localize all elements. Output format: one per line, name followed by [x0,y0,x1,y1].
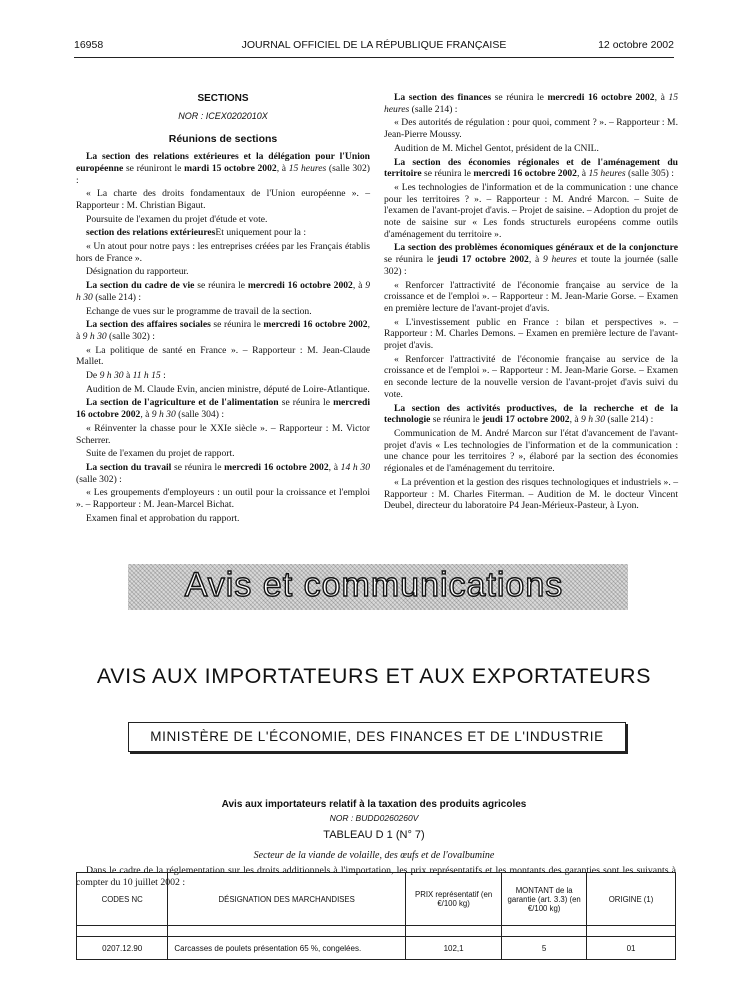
right-paragraph: Audition de M. Michel Gentot, président de la CNIL. [394,142,599,154]
table-row [77,937,676,960]
header-rule [74,57,674,58]
table-header-row [77,873,676,926]
left-paragraph: Audition de M. Claude Evin, ancien ministre, député de Loire-Atlantique. [86,383,370,395]
left-paragraph: Examen final et approbation du rapport. [86,512,240,524]
sections-right-column [384,92,678,514]
cell-montant: 5 [502,937,587,960]
secteur-line: Secteur de la viande de volaille, des œufs et de l'ovalbumine [253,850,495,861]
header-origine: ORIGINE (1) [587,873,676,926]
journal-title: JOURNAL OFFICIEL DE LA RÉPUBLIQUE FRANÇAISE [241,39,507,51]
right-paragraph: « Renforcer l'attractivité de l'économie française au service de la croissance et de l'emploi ». – Rapporteur : M. Jean-Marie Gorse. – Examen en première lecture de l'avant-projet d'avis. [384,279,678,314]
left-paragraph: « Les groupements d'employeurs : un outil pour la croissance et l'emploi ». – Rapporteur : M. Jean-Marcel Bichat. [76,487,370,511]
header-montant: MONTANT de la garantie (art. 3.3) (en €/100 kg) [502,873,587,926]
sections-subtitle: Réunions de sections [168,133,278,146]
right-paragraph: « L'investissement public en France : bilan et perspectives ». – Rapporteur : M. Charles Demons. – Examen en première lecture de l'avant-projet d'avis. [384,316,678,352]
header-prix: PRIX représentatif (en €/100 kg) [405,873,501,926]
issue-date: 12 octobre 2002 [598,39,674,51]
avis-communications-banner: Avis et communications [184,566,564,604]
right-paragraph: « Des autorités de régulation : pour quoi, comment ? ». – Rapporteur : M. Jean-Pierre Moussy. [384,117,678,141]
running-header [74,39,674,53]
ministry-box: MINISTÈRE DE L'ÉCONOMIE, DES FINANCES ET DE L'INDUSTRIE [128,722,626,752]
right-paragraph: « La prévention et la gestion des risques technologiques et industriels ». – Rapporteur : M. Charles Fiterman. – Audition de M. le docteur Vincent Deubel, directeur du laboratoire P4 Jean-Mérieux-Pasteur, à Lyon. [384,476,678,512]
cell-prix: 102,1 [405,937,501,960]
page-number: 16958 [74,39,104,51]
main-heading: AVIS AUX IMPORTATEURS ET AUX EXPORTATEURS [96,664,652,688]
left-paragraph: La section du cadre de vie se réunira le mercredi 16 octobre 2002, à 9 h 30 (salle 214) : [76,280,370,303]
left-paragraph: « La charte des droits fondamentaux de l'Union européenne ». – Rapporteur : M. Christian Bigaut. [76,188,370,211]
right-paragraph: La section des économies régionales et de l'aménagement du territoire se réunira le mercredi 16 octobre 2002, à 15 heures (salle 305) : [384,156,678,180]
left-paragraph: Echange de vues sur le programme de travail de la section. [86,305,312,317]
right-paragraph: Communication de M. André Marcon sur l'état d'avancement de l'avant-projet d'avis « Les technologies de l'information et de la communication : une chance pour les territoires ? », élaboré par la section des économies régionales et de l'aménagement du territoire. [384,427,678,475]
left-paragraph: La section de l'agriculture et de l'alimentation se réunira le mercredi 16 octobre 2002, à 9 h 30 (salle 304) : [76,397,370,421]
right-paragraphs [384,92,678,512]
header-codes-nc: CODES NC [77,873,168,926]
left-paragraph: « Un atout pour notre pays : les entreprises créées par les Français établis hors de France ». [76,241,370,264]
right-paragraph: « Les technologies de l'information et de la communication : une chance pour les territoires ? ». – Rapporteur : M. André Marcon. – Suite de l'examen de l'avant-projet d'avis. – Projet de saisine. – Adoption du projet de note de saisine sur « Les fonds structurels européens comme outils d'aménagement du territoire ». [384,181,678,240]
left-paragraph: La section du travail se réunira le mercredi 16 octobre 2002, à 14 h 30 (salle 302) : [76,461,370,485]
table-spacer-row [77,926,676,937]
left-paragraph: De 9 h 30 à 11 h 15 : [86,370,166,382]
cell-designation: Carcasses de poulets présentation 65 %, congelées. [168,937,406,960]
sections-left-column [76,93,370,527]
tableau-title: TABLEAU D 1 (N° 7) [323,829,425,841]
header-designation: DÉSIGNATION DES MARCHANDISES [168,873,406,926]
avis-nor: NOR : BUDD0260260V [329,813,419,823]
left-paragraph: « Réinventer la chasse pour le XXIe siècle ». – Rapporteur : M. Victor Scherrer. [76,422,370,446]
left-paragraphs [76,151,370,524]
left-paragraph: Désignation du rapporteur. [86,266,189,278]
left-paragraph: La section des affaires sociales se réunira le mercredi 16 octobre 2002, à 9 h 30 (salle 302) : [76,319,370,342]
sections-title: SECTIONS [197,93,249,104]
cell-code: 0207.12.90 [77,937,168,960]
intro-paragraph: Dans le cadre de la réglementation sur les droits additionnels à l'importation, les prix représentatifs et les montants des garanties sont les suivants à compter du 10 juillet 2002 : [76,865,676,888]
left-paragraph: section des relations extérieuresEt uniquement pour la : [86,227,307,239]
cell-origine: 01 [587,937,676,960]
right-paragraph: La section des activités productives, de la recherche et de la technologie se réunira le jeudi 17 octobre 2002, à 9 h 30 (salle 214) : [384,402,678,426]
right-paragraph: La section des finances se réunira le mercredi 16 octobre 2002, à 15 heures (salle 214) : [384,92,678,115]
right-paragraph: La section des problèmes économiques généraux et de la conjoncture se réunira le jeudi 17 octobre 2002, à 9 heures et toute la journée (salle 302) : [384,242,678,277]
right-paragraph: « Renforcer l'attractivité de l'économie française au service de la croissance et de l'emploi ». – Rapporteur : M. Jean-Marie Gorse. – Examen en seconde lecture de la nouvelle version de l'avant-projet d'avis suivi du vote. [384,353,678,400]
left-paragraph: « La politique de santé en France ». – Rapporteur : M. Jean-Claude Mallet. [76,344,370,368]
left-paragraph: Poursuite de l'examen du projet d'étude et vote. [86,213,268,225]
sections-nor: NOR : ICEX0202010X [178,110,268,121]
left-paragraph: Suite de l'examen du projet de rapport. [86,448,235,460]
left-paragraph: La section des relations extérieures et la délégation pour l'Union européenne se réuniront le mardi 15 octobre 2002, à 15 heures (salle 302) : [76,151,370,186]
avis-title: Avis aux importateurs relatif à la taxation des produits agricoles [221,799,527,810]
price-table [76,872,676,960]
